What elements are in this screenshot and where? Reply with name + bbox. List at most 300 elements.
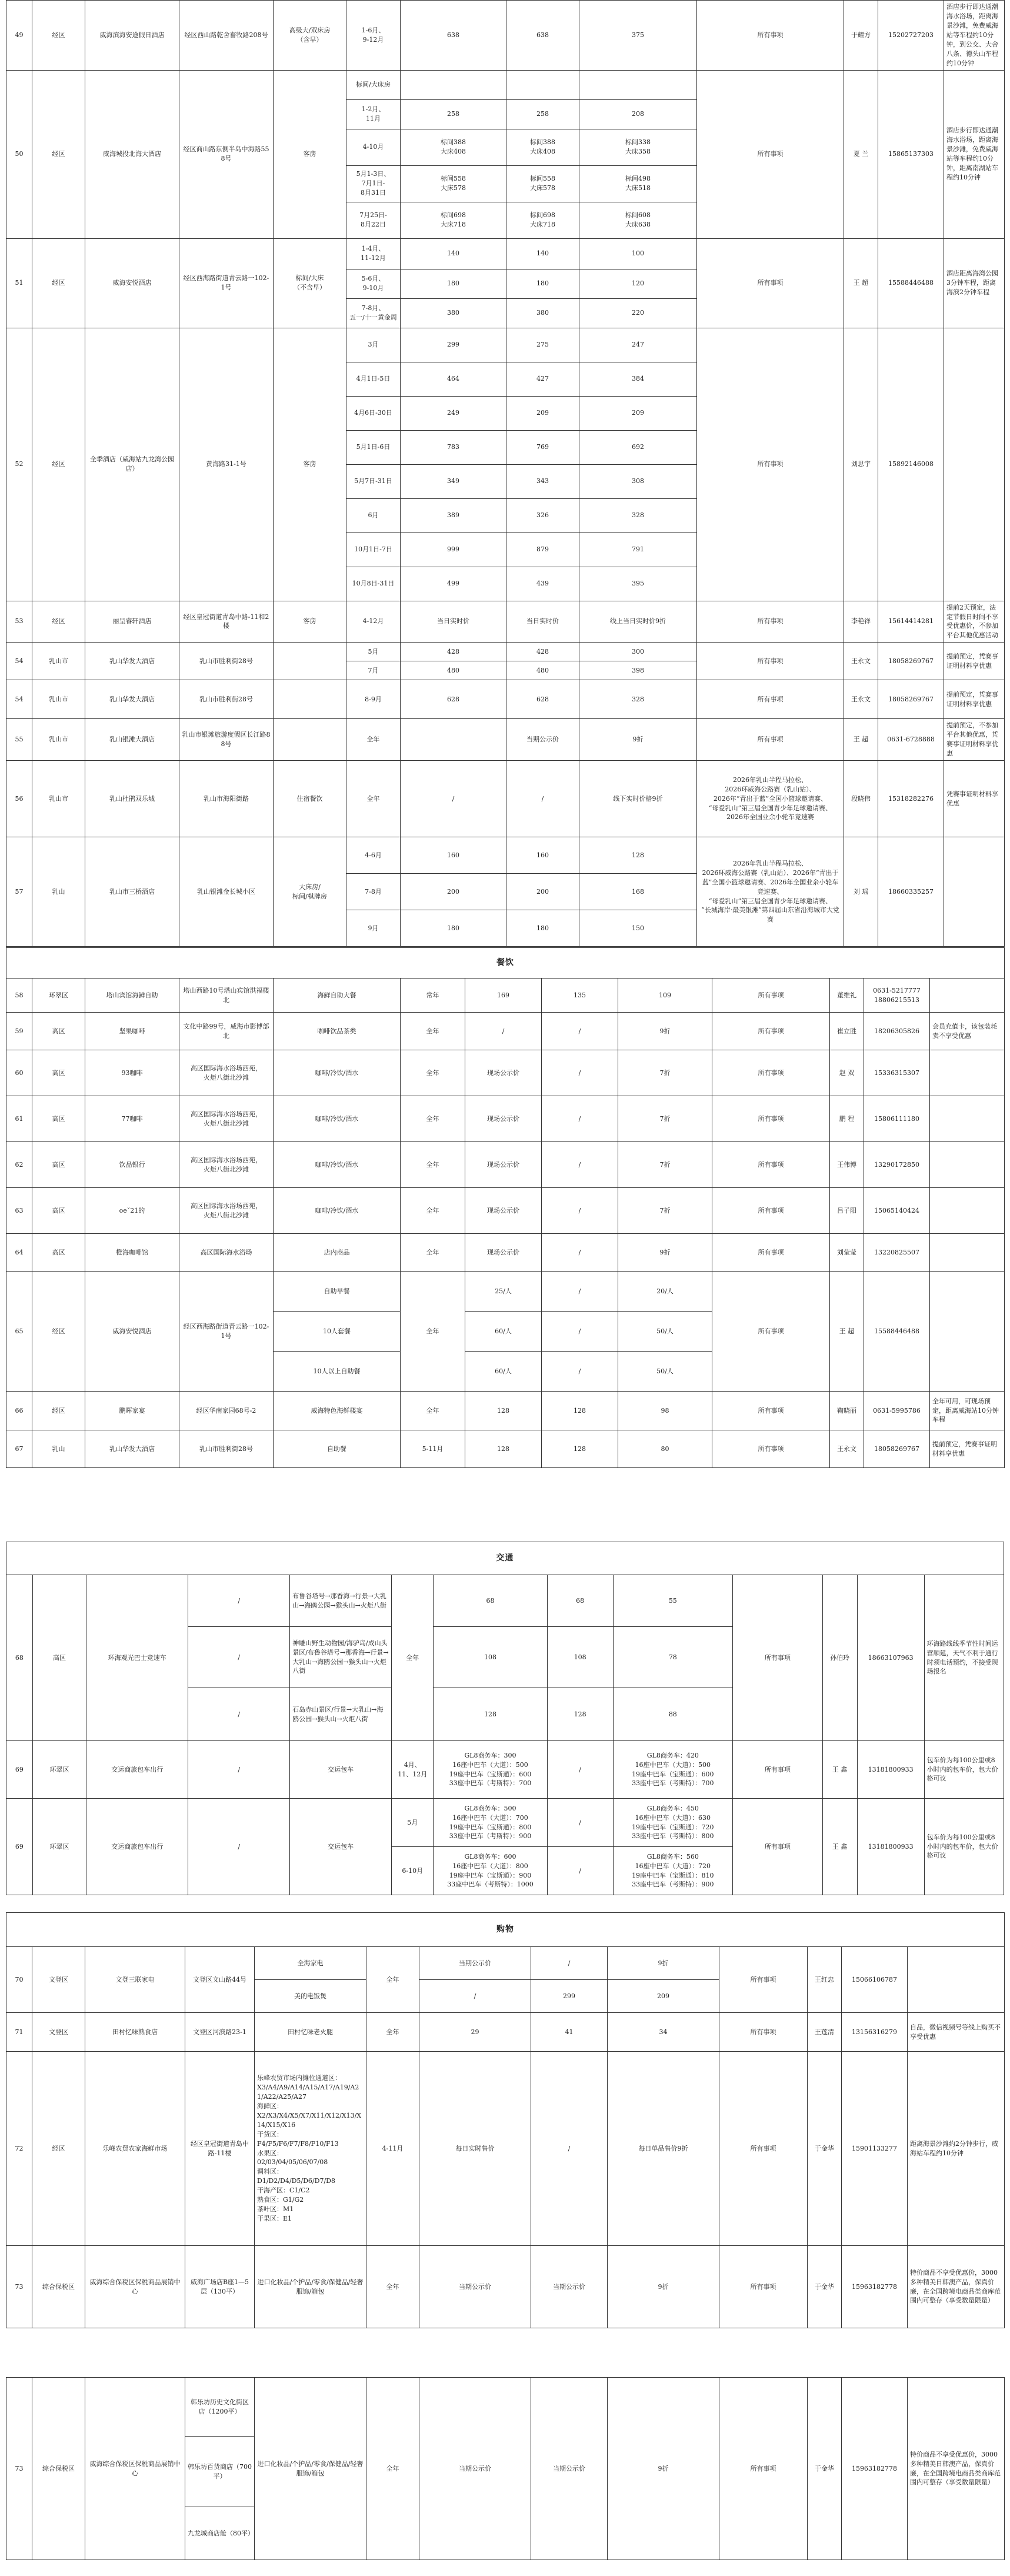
address: 乳山市海阳街路: [179, 761, 274, 837]
contact-person: 王 超: [844, 719, 878, 761]
applicable-events: 2026年乳山半程马拉松、 2026环威海公路赛（乳山站）、 2026年“青出于蓝”全国小篮球邀请赛、 “母爱乳山”第三届全国青少年足球邀请赛、 2026年全国业余小轮车竞速赛: [697, 761, 844, 837]
table-row: [6, 1799, 1004, 1847]
district: 经区: [32, 1392, 85, 1430]
merchant-name: 坚果咖啡: [85, 1013, 179, 1050]
list-price: 140: [401, 238, 506, 269]
remarks: 酒店步行即达通潮海水浴场，距离海景沙滩，免费威海站等车程约10分钟，到公交、大舍八条、德头山车程约10分钟: [944, 1, 1005, 71]
district: 文登区: [32, 2013, 85, 2052]
valid-period: 全年: [401, 1188, 465, 1234]
applicable-events: 所有事项: [697, 643, 844, 680]
merchant-name: 乳山市三桥酒店: [85, 837, 179, 947]
offer-item: 客房: [274, 70, 346, 238]
offer-item: 自助早餐: [274, 1272, 401, 1312]
list-price: 389: [401, 498, 506, 532]
contact-phone: 13290172850: [864, 1142, 930, 1188]
list-price: 60/人: [465, 1312, 542, 1352]
district: 乳山: [32, 1430, 85, 1468]
applicable-events: 所有事项: [712, 1142, 830, 1188]
section-title: 购物: [6, 1913, 1005, 1947]
list-price: 当期公示价: [419, 2378, 531, 2560]
section-header-transport: [6, 1542, 1004, 1575]
current-price: 200: [506, 874, 579, 910]
applicable-events: 所有事项: [697, 601, 844, 643]
address: 韩乐坊百货商店（700平）: [185, 2437, 255, 2507]
applicable-events: 所有事项: [712, 1272, 830, 1392]
contact-person: 鞠晓丽: [830, 1392, 864, 1430]
row-no: 50: [6, 70, 32, 238]
contact-phone: 15065140424: [864, 1188, 930, 1234]
applicable-events: 所有事项: [712, 979, 830, 1013]
merchant-name: 环海观光巴士竞速车: [86, 1575, 188, 1741]
discount-price: 9折: [579, 719, 697, 761]
offer-item: 咖啡/冷饮/酒水: [274, 1096, 401, 1142]
section-title: 餐饮: [6, 948, 1005, 979]
valid-period: 4月、 11、12月: [392, 1741, 434, 1799]
discount-price: 208: [579, 99, 697, 129]
valid-period: 5月: [392, 1799, 434, 1847]
offer-item: 咖啡/冷饮/酒水: [274, 1188, 401, 1234]
list-price: 25/人: [465, 1272, 542, 1312]
discount-price: 308: [579, 464, 697, 498]
merchant-name: 交运商旅包车出行: [86, 1799, 188, 1895]
list-price: /: [419, 1980, 531, 2013]
district: 综合保税区: [32, 2378, 85, 2560]
list-price: GL8商务车：300 16座中巴车（大道）：500 19座中巴车（宝斯通）：600 33座中巴车（考斯特）：700: [434, 1741, 547, 1799]
contact-person: 王 鑫: [822, 1741, 857, 1799]
discount-price: 209: [608, 1980, 719, 2013]
discount-price: 209: [579, 396, 697, 430]
contact-person: 于金华: [808, 2246, 842, 2328]
applicable-events: 所有事项: [697, 238, 844, 328]
merchant-name: oeˇ21的: [85, 1188, 179, 1234]
offer-item: [274, 719, 346, 761]
discount-price: 标间498 大床518: [579, 165, 697, 202]
current-price: 当期公示价: [531, 2378, 608, 2560]
merchant-name: 乐峰农贸农家海鲜市场: [85, 2052, 185, 2246]
valid-period: 9月: [346, 910, 401, 947]
contact-person: 王莲清: [808, 2013, 842, 2052]
current-price: 275: [506, 328, 579, 362]
valid-period: 5-11月: [401, 1430, 465, 1468]
offer-item: 全海家电: [255, 1947, 366, 1980]
contact-person: 于金华: [808, 2378, 842, 2560]
offer-item: 咖啡/冷饮/酒水: [274, 1142, 401, 1188]
table-row: [6, 2052, 1005, 2246]
current-price: 427: [506, 362, 579, 396]
contact-phone: 18660335257: [878, 837, 944, 947]
current-price: 68: [547, 1575, 613, 1627]
merchant-name: 乳山杜鹃双乐城: [85, 761, 179, 837]
address: 乳山银滩金长城小区: [179, 837, 274, 947]
offer-item: 石岛赤山景区/行景→大乳山→海鸥公园→猴头山→火炬八街: [290, 1688, 392, 1741]
remarks: [944, 328, 1005, 601]
current-price: /: [542, 1234, 618, 1272]
address: /: [188, 1741, 290, 1799]
merchant-name: 威海综合保税区保税商品展销中心: [85, 2246, 185, 2328]
table-row: [6, 1188, 1005, 1234]
list-price: GL8商务车：500 16座中巴车（大道）：700 19座中巴车（宝斯通）：800 33座中巴车（考斯特）：900: [434, 1799, 547, 1847]
remarks: 提前2天预定，法定节假日时间不享受优惠价，不参加平台其他优惠活动: [944, 601, 1005, 643]
contact-person: 王伟博: [830, 1142, 864, 1188]
table-row: [6, 1234, 1005, 1272]
offer-item: 布鲁谷塔号→那香海→行景→大乳山→海鸥公园→猴头山→火炬八街: [290, 1575, 392, 1627]
discount-price: 7折: [618, 1142, 712, 1188]
remarks: 自品，微信视频号等线上购买不享受优惠: [908, 2013, 1005, 2052]
offer-item: 住宿餐饮: [274, 761, 346, 837]
valid-period: 8-9月: [346, 680, 401, 719]
row-no: 67: [6, 1430, 32, 1468]
contact-phone: 0631-5995786: [864, 1392, 930, 1430]
merchant-name: 交运商旅包车出行: [86, 1741, 188, 1799]
current-price: /: [531, 2052, 608, 2246]
current-price: 428: [506, 643, 579, 661]
district: 综合保税区: [32, 2246, 85, 2328]
remarks: 包车价为每100公里或8小时内的包车价，包大价格可议: [924, 1741, 1004, 1799]
discount-price: 328: [579, 498, 697, 532]
address: 乳山市胜利街28号: [179, 680, 274, 719]
district: 文登区: [32, 1947, 85, 2013]
table-row: [6, 1142, 1005, 1188]
remarks: 环海路线线季节性时间运营顺延，天气不利于通行时须电话预约，不接受现场报名: [924, 1575, 1004, 1741]
valid-period: 全年: [366, 2013, 419, 2052]
address: 文化中路99号，威海市影博部北: [179, 1013, 274, 1050]
address: 高区国际海水浴场西苑， 火炬八街北沙滩: [179, 1050, 274, 1096]
list-price: [401, 70, 506, 99]
remarks: [930, 1050, 1005, 1096]
valid-period: 5月: [346, 643, 401, 661]
list-price: 464: [401, 362, 506, 396]
contact-person: 段晓伟: [844, 761, 878, 837]
contact-phone: 15614414281: [878, 601, 944, 643]
valid-period: 6-10月: [392, 1847, 434, 1895]
valid-period: 5-6月、 9-10月: [346, 269, 401, 298]
address: 经区皇冠街道青岛中路-11楼: [185, 2052, 255, 2246]
merchant-name: 77咖啡: [85, 1096, 179, 1142]
remarks: 凭赛事证明材料享优惠: [944, 761, 1005, 837]
list-price: 每日实时售价: [419, 2052, 531, 2246]
list-price: 380: [401, 298, 506, 328]
valid-period: 常年: [401, 979, 465, 1013]
table-row: [6, 979, 1005, 1013]
address: 经区西山路乾舍畜牧路208号: [179, 1, 274, 71]
table-row: [6, 1, 1005, 71]
list-price: 108: [434, 1627, 547, 1688]
applicable-events: 所有事项: [697, 719, 844, 761]
row-no: 53: [6, 601, 32, 643]
row-no: 66: [6, 1392, 32, 1430]
offer-item: 高级大/双床房 （含早）: [274, 1, 346, 71]
address: /: [188, 1627, 290, 1688]
row-no: 55: [6, 719, 32, 761]
valid-period: 全年: [401, 1272, 465, 1392]
list-price: 428: [401, 643, 506, 661]
discount-price: 375: [579, 1, 697, 71]
district: 经区: [32, 328, 85, 601]
discount-price: 9折: [618, 1234, 712, 1272]
discount-price: 7折: [618, 1188, 712, 1234]
discount-price: 168: [579, 874, 697, 910]
list-price: 标间388 大床408: [401, 129, 506, 165]
valid-period: 全年: [366, 2246, 419, 2328]
offer-item: 交运包车: [290, 1741, 392, 1799]
current-price: /: [542, 1272, 618, 1312]
row-no: 64: [6, 1234, 32, 1272]
table-row: [6, 719, 1005, 761]
merchant-name: 威海滨海安途假日酒店: [85, 1, 179, 71]
contact-person: 王 超: [844, 238, 878, 328]
contact-phone: 13181800933: [857, 1799, 924, 1895]
row-no: 51: [6, 238, 32, 328]
list-price: 180: [401, 910, 506, 947]
row-no: 61: [6, 1096, 32, 1142]
offer-item: 大床房/ 标间/棋牌房: [274, 837, 346, 947]
list-price: 60/人: [465, 1352, 542, 1392]
current-price: /: [542, 1096, 618, 1142]
offer-item: 店内商品: [274, 1234, 401, 1272]
contact-phone: 15865137303: [878, 70, 944, 238]
row-no: 56: [6, 761, 32, 837]
discount-price: 247: [579, 328, 697, 362]
discount-price: 109: [618, 979, 712, 1013]
current-price: 180: [506, 910, 579, 947]
offer-item: 标间/大床 （不含早）: [274, 238, 346, 328]
remarks: 特价商品不享受优惠价，3000多种精美日韩澳产品，保真价廉，在全国跨境电商品类商库范围内可整存（享受数量限量）: [908, 2378, 1005, 2560]
discount-price: 50/人: [618, 1352, 712, 1392]
discount-price: 7折: [618, 1050, 712, 1096]
discount-price: 791: [579, 532, 697, 567]
discount-price: 384: [579, 362, 697, 396]
current-price: 标间698 大床718: [506, 202, 579, 238]
valid-period: 4-10月: [346, 129, 401, 165]
list-price: 499: [401, 567, 506, 601]
address: 经区西海路街道青云路一102-1号: [179, 238, 274, 328]
discount-price: 100: [579, 238, 697, 269]
merchant-name: 全季酒店（威海站九龙湾公园店）: [85, 328, 179, 601]
list-price: 68: [434, 1575, 547, 1627]
offer-item: 田村忆味老火腿: [255, 2013, 366, 2052]
valid-period: 4-6月: [346, 837, 401, 874]
table-row: [6, 2246, 1005, 2328]
contact-person: 于金华: [808, 2052, 842, 2246]
district: 乳山市: [32, 680, 85, 719]
current-price: 128: [547, 1688, 613, 1741]
remarks: [930, 1096, 1005, 1142]
applicable-events: 所有事项: [712, 1430, 830, 1468]
discount-price: 线上当日实时价9折: [579, 601, 697, 643]
current-price: 258: [506, 99, 579, 129]
contact-phone: 0631-6728888: [878, 719, 944, 761]
discount-price: 9折: [608, 2378, 719, 2560]
list-price: 当期公示价: [419, 1947, 531, 1980]
table-row: [6, 1392, 1005, 1430]
applicable-events: 所有事项: [712, 1188, 830, 1234]
merchant-name: 橙海咖啡馆: [85, 1234, 179, 1272]
address: 乳山市胜利街28号: [179, 1430, 274, 1468]
current-price: 标间388 大床408: [506, 129, 579, 165]
table-row: [6, 238, 1005, 269]
row-no: 54: [6, 643, 32, 680]
applicable-events: 所有事项: [719, 2246, 808, 2328]
row-no: 71: [6, 2013, 32, 2052]
row-no: 69: [6, 1741, 33, 1799]
remarks: 距离海景沙滩约2分钟步行，威海站车程约10分钟: [908, 2052, 1005, 2246]
applicable-events: 所有事项: [697, 680, 844, 719]
applicable-events: 所有事项: [697, 328, 844, 601]
valid-period: 6月: [346, 498, 401, 532]
merchant-name: 威海城投北海大酒店: [85, 70, 179, 238]
applicable-events: 所有事项: [712, 1392, 830, 1430]
merchant-name: 93咖啡: [85, 1050, 179, 1096]
applicable-events: 所有事项: [712, 1096, 830, 1142]
remarks: 酒店步行即达通潮海水浴场，距离海景沙滩，免费威海站等车程约10分钟，距离南湖站车程约10分钟: [944, 70, 1005, 238]
remarks: [930, 1272, 1005, 1392]
offer-item: 客房: [274, 328, 346, 601]
remarks: 提前预定，不参加平台其他优惠，凭赛事证明材料享优惠: [944, 719, 1005, 761]
offer-item: 威海特色海鲜楼宴: [274, 1392, 401, 1430]
row-no: 54: [6, 680, 32, 719]
valid-period: 7月25日- 8月22日: [346, 202, 401, 238]
list-price: 29: [419, 2013, 531, 2052]
discount-price: 9折: [608, 1947, 719, 1980]
row-no: 60: [6, 1050, 32, 1096]
valid-period: 全年: [346, 719, 401, 761]
discount-price: 220: [579, 298, 697, 328]
offer-item: 10人以上自助餐: [274, 1352, 401, 1392]
remarks: 会员充值卡，该包装耗卖不享受优惠: [930, 1013, 1005, 1050]
current-price: 628: [506, 680, 579, 719]
district: 高区: [32, 1050, 85, 1096]
list-price: 783: [401, 430, 506, 464]
current-price: /: [542, 1142, 618, 1188]
contact-person: 于耀方: [844, 1, 878, 71]
current-price: 135: [542, 979, 618, 1013]
contact-phone: 15901133277: [842, 2052, 908, 2246]
list-price: 现场公示价: [465, 1142, 542, 1188]
contact-person: 夏 兰: [844, 70, 878, 238]
valid-period: 5月7日-31日: [346, 464, 401, 498]
list-price: 160: [401, 837, 506, 874]
applicable-events: 所有事项: [712, 1050, 830, 1096]
discount-price: 55: [613, 1575, 732, 1627]
current-price: 41: [531, 2013, 608, 2052]
contact-phone: 15963182778: [842, 2378, 908, 2560]
discount-price: 692: [579, 430, 697, 464]
contact-person: 鹏 程: [830, 1096, 864, 1142]
offer-item: 自助餐: [274, 1430, 401, 1468]
valid-period: 10月8日-31日: [346, 567, 401, 601]
remarks: [908, 1947, 1005, 2013]
valid-period: 10月1日-7日: [346, 532, 401, 567]
address: 高区国际海水浴场西苑， 火炬八街北沙滩: [179, 1142, 274, 1188]
valid-period: 全年: [401, 1142, 465, 1188]
district: 高区: [32, 1575, 86, 1741]
list-price: [401, 719, 506, 761]
remarks: [930, 979, 1005, 1013]
valid-period: 全年: [401, 1013, 465, 1050]
contact-person: 刘 瑶: [844, 837, 878, 947]
current-price: 439: [506, 567, 579, 601]
table-row: [6, 1947, 1005, 1980]
list-price: 现场公示价: [465, 1234, 542, 1272]
list-price: GL8商务车：600 16座中巴车（大道）：800 19座中巴车（宝斯通）：900 33座中巴车（考斯特）：1000: [434, 1847, 547, 1895]
current-price: 879: [506, 532, 579, 567]
transport-table: [6, 1542, 1004, 1895]
district: 经区: [32, 70, 85, 238]
valid-period: 1-2月、 11月: [346, 99, 401, 129]
contact-phone: 15202727203: [878, 1, 944, 71]
table-row: [6, 761, 1005, 837]
applicable-events: 所有事项: [712, 1013, 830, 1050]
current-price: /: [542, 1352, 618, 1392]
list-price: 299: [401, 328, 506, 362]
remarks: [930, 1234, 1005, 1272]
district: 环翠区: [32, 1741, 86, 1799]
merchant-name: 乳山银滩大酒店: [85, 719, 179, 761]
discount-price: 20/人: [618, 1272, 712, 1312]
discount-price: 34: [608, 2013, 719, 2052]
current-price: /: [547, 1799, 613, 1847]
table-row: [6, 680, 1005, 719]
contact-phone: 15066106787: [842, 1947, 908, 2013]
row-no: 73: [6, 2378, 32, 2560]
offer-item: 进口化妆品/个护品/零食/保健品/轻奢服饰/箱包: [255, 2378, 366, 2560]
list-price: 128: [465, 1392, 542, 1430]
district: 环翠区: [32, 1799, 86, 1895]
remarks: 提前预定，凭赛事证明材料享优惠: [944, 680, 1005, 719]
valid-period: 4月1日-5日: [346, 362, 401, 396]
address: 高区国际海水浴场西苑， 火炬八街北沙滩: [179, 1188, 274, 1234]
remarks: 特价商品不享受优惠价，3000多种精美日韩澳产品，保真价廉，在全国跨境电商品类商库范围内可整存（享受数量限量）: [908, 2246, 1005, 2328]
current-price: /: [506, 761, 579, 837]
list-price: 249: [401, 396, 506, 430]
remarks: 酒店距离海湾公园3分钟车程，距离海滨2分钟车程: [944, 238, 1005, 328]
address: /: [188, 1688, 290, 1741]
list-price: 200: [401, 874, 506, 910]
current-price: 180: [506, 269, 579, 298]
discount-price: 每日单品售价9折: [608, 2052, 719, 2246]
current-price: 380: [506, 298, 579, 328]
address: 乳山市银滩旅游度假区长江路88号: [179, 719, 274, 761]
address: 九龙城商店舱（80平）: [185, 2507, 255, 2560]
shopping-table-continued: [6, 2377, 1005, 2560]
row-no: 70: [6, 1947, 32, 2013]
discount-price: 328: [579, 680, 697, 719]
offer-item: 乐峰农贸市场内摊位通道区： X3/A4/A9/A14/A15/A17/A19/A21/A22/A25/A27 海鲜区： X2/X3/X4/X5/X7/X11/X12/X13/X14/X15/X16 干货区： F4/F5/F6/F7/F8/F10/F13 水果区： 02/03/04/05/06/07/08 调料区： D1/D2/D4/D5/D6/D7/D8 干海产区：C1/C2 熟食区：G1/G2 茶叶区：M1 干果区：E1: [255, 2052, 366, 2246]
row-no: 57: [6, 837, 32, 947]
offer-item: 进口化妆品/个护品/零食/保健品/轻奢服饰/箱包: [255, 2246, 366, 2328]
valid-period: 全年: [401, 1234, 465, 1272]
contact-person: 王永文: [844, 680, 878, 719]
row-no: 49: [6, 1, 32, 71]
address: 经区商山路东侧半岛中海路558号: [179, 70, 274, 238]
address: 高区国际海水浴场: [179, 1234, 274, 1272]
valid-period: 全年: [401, 1096, 465, 1142]
table-row: [6, 1430, 1005, 1468]
table-row: [6, 1050, 1005, 1096]
section-header-dining: [6, 948, 1005, 979]
remarks: [930, 1142, 1005, 1188]
offer-item: [274, 680, 346, 719]
section-title: 交通: [6, 1542, 1004, 1575]
valid-period: 4-12月: [346, 601, 401, 643]
contact-phone: 15336315307: [864, 1050, 930, 1096]
list-price: 128: [465, 1430, 542, 1468]
address: 黄海路31-1号: [179, 328, 274, 601]
table-row: [6, 601, 1005, 643]
district: 高区: [32, 1188, 85, 1234]
list-price: 349: [401, 464, 506, 498]
remarks: 全年可用，可现场预定，距离威海站10分钟车程: [930, 1392, 1005, 1430]
